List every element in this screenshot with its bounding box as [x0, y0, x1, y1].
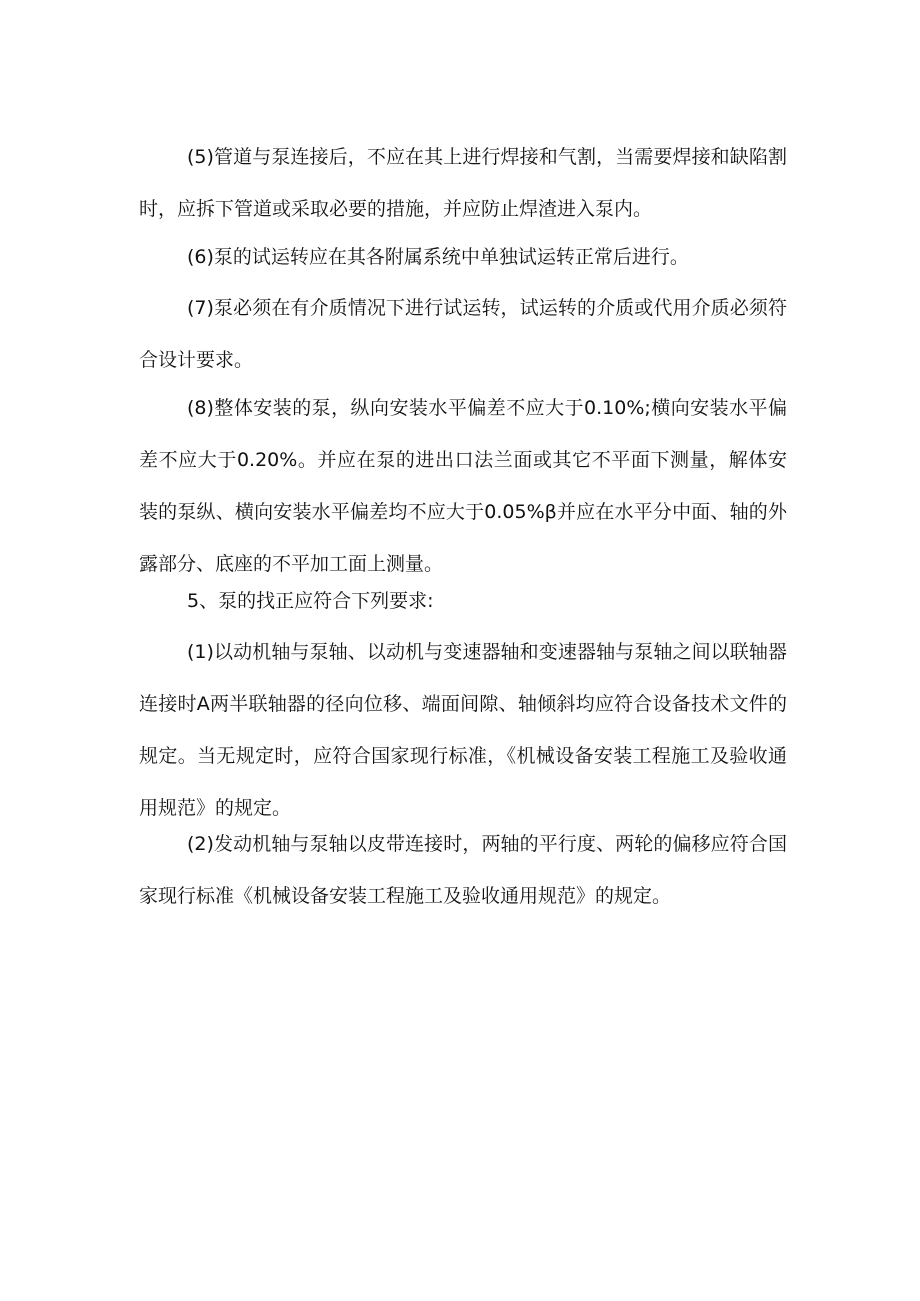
paragraph-coupling-alignment: (1)以动机轴与泵轴、以动机与变速器轴和变速器轴与泵轴之间以联轴器连接时A两半联轴器的径向位移、端面间隙、轴倾斜均应符合设备技术文件的规定。当无规定时，应符合国家现行标准，《机械设备安装工程施工及验收通用规范》的规定。	[139, 641, 787, 819]
paragraph-level-deviation: (8)整体安装的泵，纵向安装水平偏差不应大于0.10%;横向安装水平偏差不应大于0.20%。并应在泵的进出口法兰面或其它不平面下测量，解体安装的泵纵、横向安装水平偏差均不应大于0.05%β并应在水平分中面、轴的外露部分、底座的不平加工面上测量。	[139, 397, 787, 575]
paragraph-trial-run-order: (6)泵的试运转应在其各附属系统中单独试运转正常后进行。	[187, 246, 689, 268]
paragraph-belt-connection: (2)发动机轴与泵轴以皮带连接时，两轴的平行度、两轮的偏移应符合国家现行标准《机械设备安装工程施工及验收通用规范》的规定。	[139, 833, 787, 907]
paragraph-trial-run-medium: (7)泵必须在有介质情况下进行试运转，试运转的介质或代用介质必须符合设计要求。	[139, 297, 787, 371]
section-heading-alignment: 5、泵的找正应符合下列要求:	[187, 590, 434, 612]
paragraph-pipe-connection: (5)管道与泵连接后，不应在其上进行焊接和气割，当需要焊接和缺陷割时，应拆下管道或采取必要的措施，并应防止焊渣进入泵内。	[139, 146, 787, 220]
